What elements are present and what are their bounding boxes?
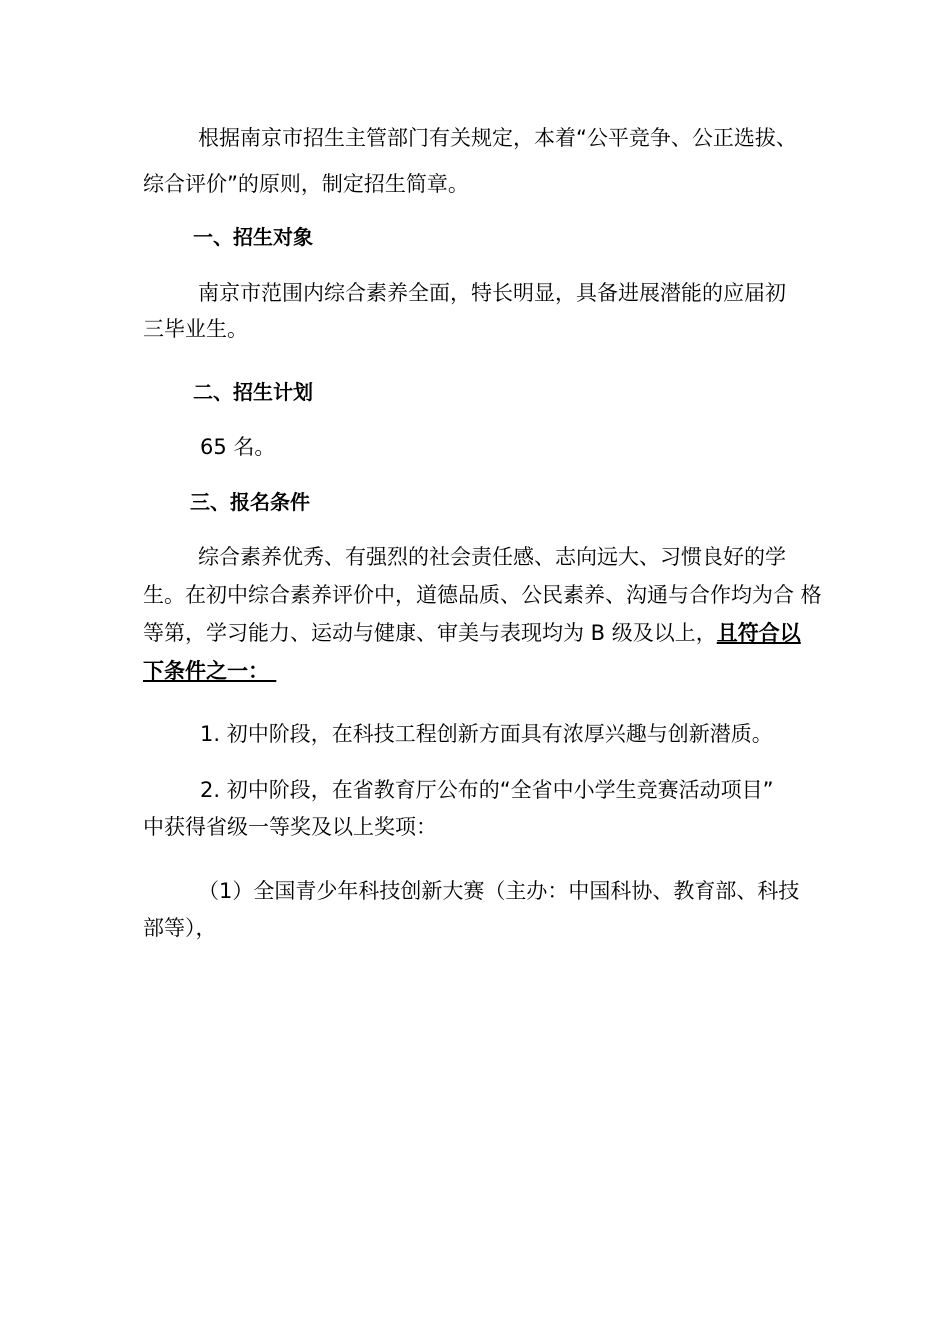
section3-line-2: 生。在初中综合素养评价中，道德品质、公民素养、沟通与合作均为合 格 [143,583,822,607]
requirement-item-2-line-2: 中获得省级一等奖及以上奖项： [143,815,437,839]
requirement-item-2-line-1: 2. 初中阶段，在省教育厅公布的“全省中小学生竞赛活动项目” [200,778,774,802]
requirement-item-1: 1. 初中阶段，在科技工程创新方面具有浓厚兴趣与创新潜质。 [200,722,773,746]
section2-body: 65 名。 [200,435,276,459]
section3-emphasis-part-2: 下条件之一： [143,659,277,683]
section3-line-1: 综合素养优秀、有强烈的社会责任感、志向远大、习惯良好的学 [198,545,786,569]
intro-line-2: 综合评价”的原则，制定招生简章。 [143,172,469,196]
section-heading-enrollment-plan: 二、招生计划 [193,380,313,404]
section-heading-enrollment-target: 一、招生对象 [193,225,313,249]
competition-item-1-line-2: 部等）， [143,916,217,940]
section3-line-3 [143,618,801,648]
intro-line-1: 根据南京市招生主管部门有关规定，本着“公平竞争、公正选拔、 [198,126,797,150]
section1-line-1: 南京市范围内综合素养全面，特长明显，具备进展潜能的应届初 [198,281,786,305]
section3-emphasis-part-1: 且符合以 [716,621,801,645]
section1-line-2: 三毕业生。 [143,317,248,341]
section-heading-requirements: 三、报名条件 [190,490,310,514]
competition-item-1-line-1: （1）全国青少年科技创新大赛（主办：中国科协、教育部、科技 [198,879,800,903]
section3-line-3-text: 等第，学习能力、运动与健康、审美与表现均为 B 级及以上， [143,621,717,645]
